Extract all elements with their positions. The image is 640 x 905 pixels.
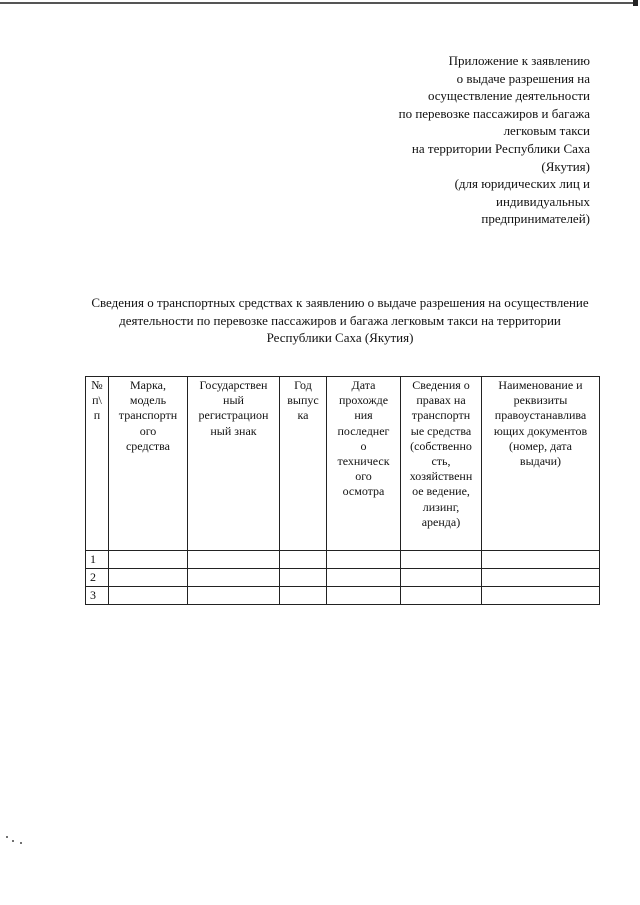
table-row: [86, 551, 600, 569]
appendix-note: [380, 52, 590, 228]
appendix-line: на территории Республики Саха: [411, 140, 590, 156]
header-ownership-rights: Сведения о правах на транспортн ые средства (собственно сть, хозяйственн ое ведение, лизинг, аренда): [401, 377, 482, 551]
table-cell: [109, 551, 188, 569]
table-row: [86, 569, 600, 587]
table-cell: [188, 587, 280, 605]
appendix-line: о выдаче разрешения на: [456, 70, 590, 86]
scan-speck: [12, 840, 14, 842]
title-line: деятельности по перевозке пассажиров и багажа легковым такси на территории: [119, 312, 561, 328]
vehicles-table: [85, 376, 600, 605]
appendix-line: (Якутия): [541, 158, 590, 174]
appendix-line: (для юридических лиц и: [454, 176, 590, 192]
table-cell: [188, 569, 280, 587]
table-cell: [482, 587, 600, 605]
header-inspection-date: Дата прохожде ния последнег о техническ ого осмотра: [327, 377, 401, 551]
table-cell: [401, 587, 482, 605]
table-cell: [327, 569, 401, 587]
header-make-model: Марка, модель транспортн ого средства: [109, 377, 188, 551]
table-cell: [401, 569, 482, 587]
row-number: 2: [86, 569, 109, 587]
scan-speck: [20, 842, 22, 844]
scan-speck: [6, 836, 8, 838]
row-number: 3: [86, 587, 109, 605]
table-cell: [280, 551, 327, 569]
appendix-line: индивидуальных: [495, 193, 590, 209]
header-number: № п\ п: [86, 377, 109, 551]
table-cell: [327, 551, 401, 569]
title-line: Республики Саха (Якутия): [266, 330, 414, 345]
table-header-row: [86, 377, 600, 551]
table-cell: [327, 587, 401, 605]
table-cell: [401, 551, 482, 569]
table-cell: [109, 587, 188, 605]
appendix-line: осуществление деятельности: [427, 88, 590, 104]
document-title: [80, 294, 600, 347]
row-number: 1: [86, 551, 109, 569]
title-line: Сведения о транспортных средствах к заявлению о выдаче разрешения на осуществление: [91, 295, 589, 310]
header-title-documents: Наименование и реквизиты правоустанавлива ющих документов (номер, дата выдачи): [482, 377, 600, 551]
table-row: [86, 587, 600, 605]
table-cell: [109, 569, 188, 587]
table-cell: [482, 551, 600, 569]
appendix-line: по перевозке пассажиров и багажа: [398, 105, 590, 121]
appendix-line: Приложение к заявлению: [448, 53, 590, 68]
scan-corner-mark: [633, 0, 638, 6]
table-cell: [280, 569, 327, 587]
table-cell: [188, 551, 280, 569]
appendix-line: предпринимателей): [481, 211, 590, 227]
header-registration-plate: Государствен ный регистрацион ный знак: [188, 377, 280, 551]
table-cell: [280, 587, 327, 605]
appendix-line: легковым такси: [503, 123, 590, 139]
top-scan-edge: [0, 2, 636, 4]
header-year: Год выпус ка: [280, 377, 327, 551]
table-cell: [482, 569, 600, 587]
